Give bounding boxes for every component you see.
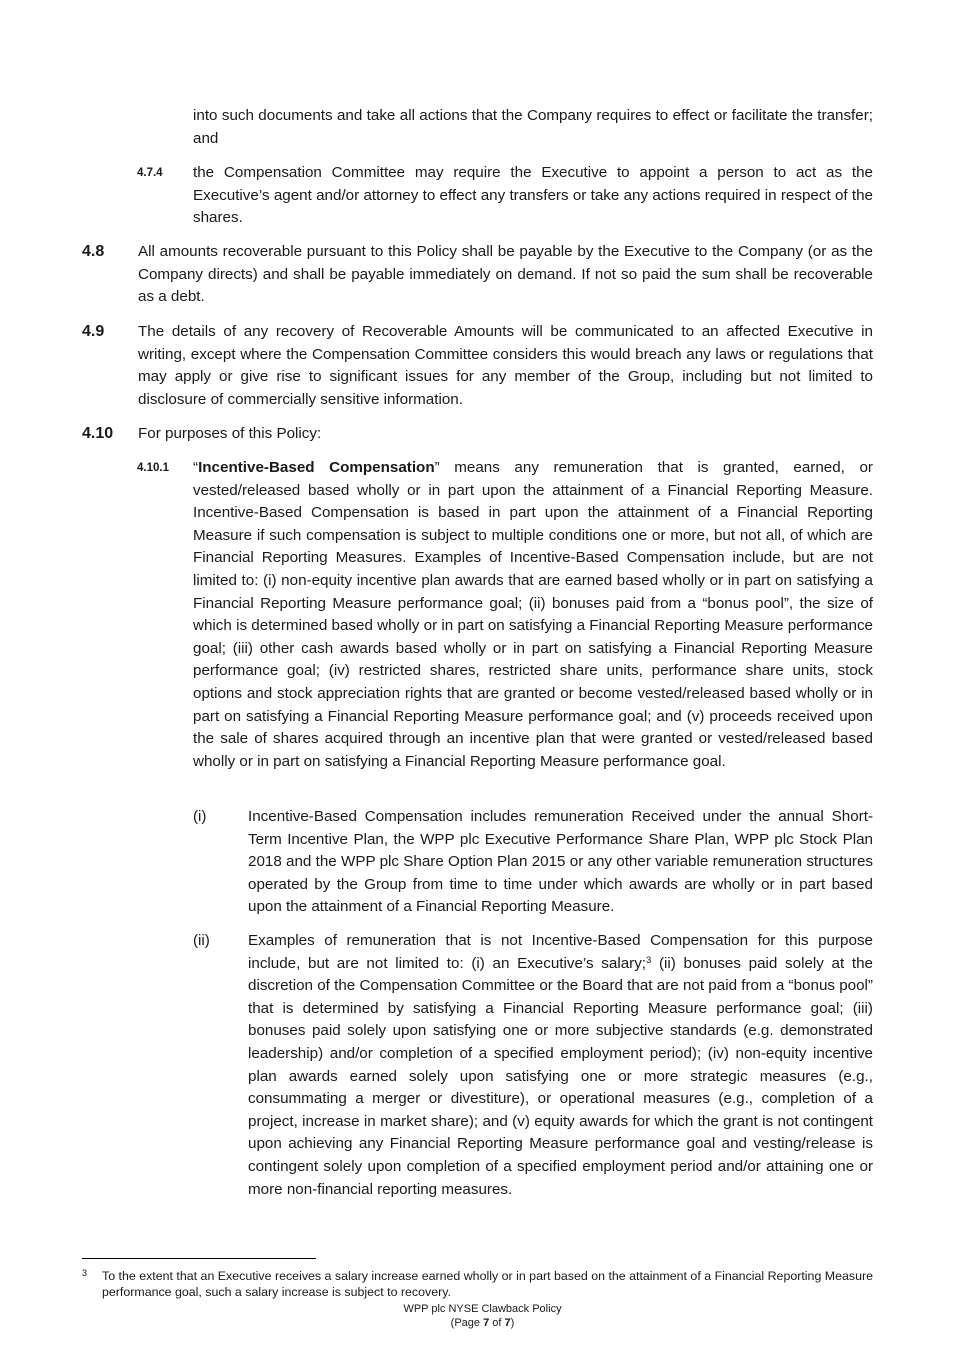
definition-body: ” means any remuneration that is granted, earned, or vested/released based wholly or in part upon the attainment of a Financial Reporting Measure. Incentive-Based Compensation is based in part upon the attainment of a Financial Reporting Measure if such compensation is subject to multiple conditions one or more, but not all, of which are Financial Reporting Measures. Examples of Incentive-Based Compensation include, but are not limited to: (i) non-equity incentive plan awards that are earned based wholly or in part on satisfying a Financial Reporting Measure performance goal; (ii) bonuses paid from a “bonus pool”, the size of which is determined based wholly or in part on satisfying a Financial Reporting Measure performance goal; (iii) other cash awards based wholly or in part on satisfying a Financial Reporting Measure performance goal; (iv) restricted shares, restricted share units, performance share units, stock options and stock appreciation rights that are granted or become vested/released based wholly or in part on satisfying a Financial Reporting Measure performance goal; and (v) proceeds received upon the sale of shares acquired through an incentive plan that were granted or vested/released based wholly or in part on satisfying a Financial Reporting Measure performance goal. [193, 459, 873, 770]
page-suffix: ) [510, 1317, 515, 1329]
clause-number-4-10: 4.10 [82, 425, 114, 442]
footnote-separator [82, 1258, 316, 1259]
clause-number-4-8: 4.8 [82, 243, 105, 260]
clause-4-8-text: All amounts recoverable pursuant to this Policy shall be payable by the Executive to the Company (or as the Company directs) and shall be payable immediately on demand. If not so paid the sum shall be recoverable as a debt. [138, 243, 873, 306]
sub-item-ii-text-b: (ii) bonuses paid solely at the discretion of the Compensation Committee or the Board that are not paid from a “bonus pool” that is determined by satisfying a Financial Reporting Measure performance goal; (iii) bonuses paid solely upon satisfying one or more subjective standards (e.g. demonstrated leadership) and/or completion of a specified employment period); (iv) non-equity incentive plan awards earned solely upon satisfying one or more strategic measures (e.g., consummating a merger or divestiture), or operational measures (e.g., completion of a project, increase in market share); and (v) equity awards for which the grant is not contingent upon achieving any Financial Reporting Measure performance goal and vesting/release is contingent solely upon completion of a specified employment period and/or attaining one or more non-financial reporting measures. [248, 954, 873, 1198]
footer-title: WPP plc NYSE Clawback Policy [403, 1303, 562, 1315]
continued-paragraph: into such documents and take all actions that the Company requires to effect or facilitate the transfer; and [193, 107, 873, 147]
clause-number-4-10-1: 4.10.1 [137, 462, 169, 474]
footnote-mark: 3 [82, 1268, 88, 1278]
page-prefix: (Page [450, 1317, 484, 1329]
sub-item-number-i: (i) [193, 808, 207, 825]
clause-4-7-4-text: the Compensation Committee may require the Executive to appoint a person to act as the Executive’s agent and/or attorney to effect any transfers or take any actions required in respect of the shares. [193, 164, 873, 227]
sub-item-ii-text [248, 930, 873, 1201]
open-quote: “ [193, 459, 199, 476]
page-total: 7 [504, 1317, 511, 1329]
clause-4-9-text: The details of any recovery of Recoverable Amounts will be communicated to an affected Executive in writing, except where the Compensation Committee considers this would breach any laws or regulations that may apply or give rise to significant issues for any member of the Group, including but not limited to disclosure of commercially sensitive information. [138, 323, 873, 408]
footnote-reference[interactable]: 3 [646, 954, 652, 966]
clause-4-10-1-text [193, 457, 873, 773]
clause-4-10-text: For purposes of this Policy: [138, 425, 322, 442]
clause-number-4-9: 4.9 [82, 323, 105, 340]
sub-item-number-ii: (ii) [193, 932, 210, 949]
defined-term: Incentive-Based Compensation [198, 459, 435, 476]
page-current: 7 [483, 1317, 490, 1329]
footnote-text: To the extent that an Executive receives a salary increase earned wholly or in part based on the attainment of a Financial Reporting Measure performance goal, such a salary increase is subject to recovery. [102, 1269, 873, 1299]
sub-item-i-text: Incentive-Based Compensation includes remuneration Received under the annual Short-Term Incentive Plan, the WPP plc Executive Performance Share Plan, WPP plc Stock Plan 2018 and the WPP plc Share Option Plan 2015 or any other variable remuneration structures operated by the Group from time to time under which awards are wholly or in part based upon the attainment of a Financial Reporting Measure. [248, 808, 873, 916]
page-of: of [489, 1317, 505, 1329]
sub-item-ii-text-a: Examples of remuneration that is not Incentive-Based Compensation for this purpose include, but are not limited to: (i) an Executive’s salary; [248, 932, 873, 972]
footer-page-number [0, 1316, 965, 1330]
clause-number-4-7-4: 4.7.4 [137, 167, 163, 179]
